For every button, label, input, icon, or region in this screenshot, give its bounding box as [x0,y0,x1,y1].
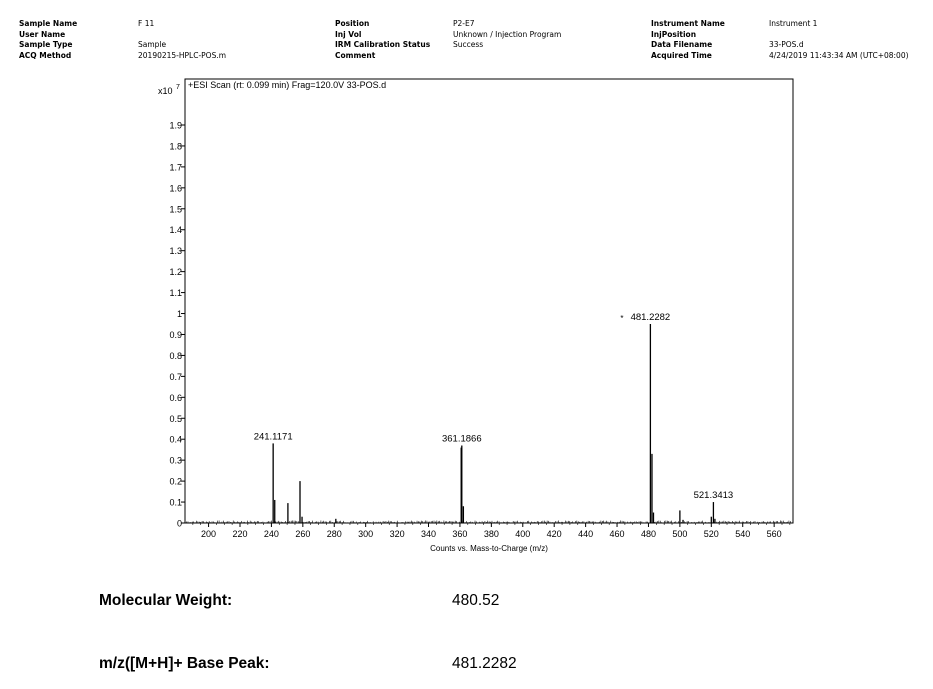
position-value: P2-E7 [453,19,475,28]
y-tick-label: 0.2 [169,476,182,487]
irm-status-label: IRM Calibration Status [335,40,431,49]
base-peak-label: m/z([M+H]+ Base Peak: [99,655,270,672]
y-tick-label: 0.1 [169,497,182,508]
sample-name-label: Sample Name [19,19,78,28]
peak-label: 481.2282 [630,312,671,323]
x-axis-label: Counts vs. Mass-to-Charge (m/z) [430,544,548,553]
acq-method-value: 20190215-HPLC-POS.m [138,50,227,60]
instrument-name-label: Instrument Name [651,19,725,28]
peak-label: 521.3413 [693,490,734,502]
acquired-time-value: 4/24/2019 11:43:34 AM (UTC+08:00) [769,50,909,60]
peak-label: 241.1171 [253,431,293,443]
position-label: Position [335,19,370,28]
y-tick-label: 1 [176,309,182,320]
peak-label: 361.1866 [441,433,482,445]
y-tick-label: 1.8 [169,141,182,152]
x-tick-label: 320 [389,529,405,539]
x-tick-label: 360 [452,529,468,539]
y-tick-label: 1.9 [169,120,182,131]
x-tick-label: 240 [263,529,279,539]
x-tick-label: 400 [515,529,531,539]
y-tick-label: 0.9 [169,329,182,340]
x-tick-label: 280 [326,529,342,539]
y-tick-label: 1.2 [169,267,182,278]
data-filename-value: 33-POS.d [769,40,804,49]
chart-title: +ESI Scan (rt: 0.099 min) Frag=120.0V 33-POS.d [188,80,387,90]
y-tick-label: 1.7 [169,162,182,173]
x-tick-label: 560 [766,529,782,539]
y-tick-label: 0.6 [169,392,182,403]
acq-method-label: ACQ Method [19,50,72,60]
y-tick-label: 0.4 [169,434,182,445]
x-tick-label: 300 [358,529,374,539]
y-tick-label: 0.7 [169,371,182,382]
peak-marker: * [620,314,624,323]
y-multiplier-exponent: 7 [176,84,180,91]
comment-label: Comment [335,50,376,60]
irm-status-value: Success [453,40,484,49]
molecular-weight-label: Molecular Weight: [99,592,233,609]
y-tick-label: 1.6 [169,183,182,194]
x-tick-label: 260 [295,529,311,539]
user-name-label: User Name [19,29,66,39]
y-tick-label: 0.3 [169,455,182,466]
sample-type-value: Sample [138,40,167,49]
molecular-weight-value: 480.52 [452,592,500,609]
x-tick-label: 340 [420,529,437,539]
y-tick-label: 1.1 [169,288,182,299]
y-tick-label: 1.3 [169,246,182,257]
x-tick-label: 420 [546,529,562,539]
y-multiplier-label: x10 [158,86,173,96]
x-tick-label: 520 [703,529,719,539]
y-tick-label: 1.4 [169,225,182,236]
base-peak-value: 481.2282 [452,655,517,672]
plot-frame [185,79,793,523]
sample-type-label: Sample Type [19,40,73,49]
y-tick-label: 0.5 [169,413,182,424]
x-tick-label: 480 [640,529,656,539]
inj-vol-value: Unknown / Injection Program [453,29,562,39]
x-tick-label: 200 [201,529,217,539]
inj-position-label: InjPosition [651,29,697,39]
x-tick-label: 220 [232,529,248,539]
acquired-time-label: Acquired Time [651,50,712,60]
x-tick-label: 440 [578,529,594,539]
y-tick-label: 0 [176,518,182,529]
sample-name-value: F 11 [138,19,155,28]
x-tick-label: 460 [609,529,625,539]
x-tick-label: 380 [483,529,499,539]
inj-vol-label: Inj Vol [335,29,362,39]
x-tick-label: 540 [735,529,751,539]
y-tick-label: 0.8 [169,350,182,361]
instrument-name-value: Instrument 1 [769,19,818,28]
x-tick-label: 500 [672,529,688,539]
y-tick-label: 1.5 [169,204,182,215]
data-filename-label: Data Filename [651,40,713,49]
